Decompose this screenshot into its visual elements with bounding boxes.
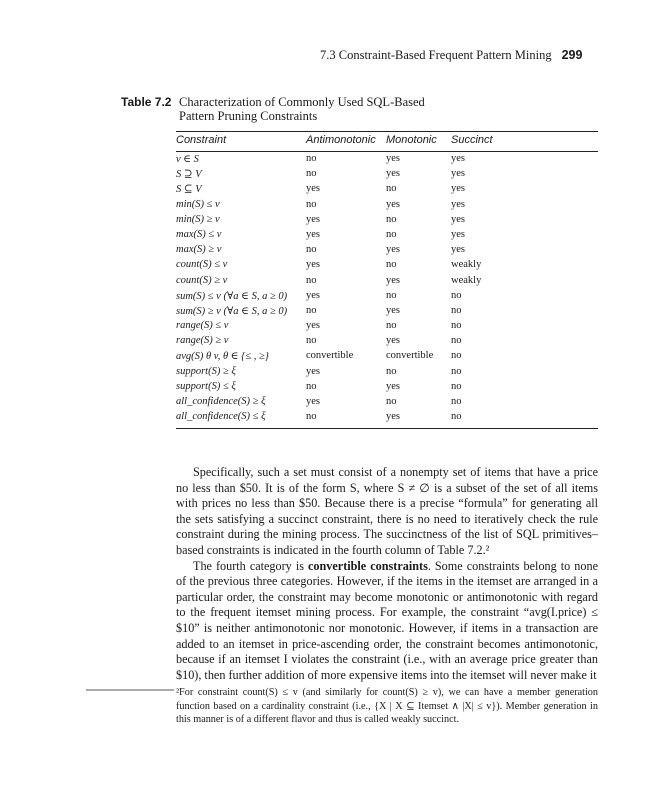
cell-antimonotonic: yes [306,183,320,195]
cell-constraint: sum(S) ≥ v (∀a ∈ S, a ≥ 0) [176,305,288,317]
cell-constraint: all_confidence(S) ≤ ξ [176,411,266,423]
cell-antimonotonic: yes [306,213,320,225]
header-antimonotonic: Antimonotonic [306,134,376,146]
header-constraint: Constraint [176,134,227,146]
table-row [176,259,598,274]
table-row [176,183,598,198]
cell-monotonic: no [386,396,397,407]
cell-succinct: no [451,335,462,347]
running-header [320,48,600,63]
table-row [176,335,598,350]
footnote-text: ²For constraint count(S) ≤ v (and similarly for count(S) ≥ v), we can have a member generation function based on a cardinality constraint (i.e., {X | X ⊆ Itemset ∧ |X| ≤ v}). Member generation in this manner is of a different flavor and thus is called weakly succinct. [176,687,598,725]
cell-antimonotonic: convertible [306,350,354,362]
cell-succinct: yes [451,228,465,240]
body-text [176,465,598,683]
cell-constraint: S ⊇ V [176,169,202,181]
cell-antimonotonic: no [306,198,317,210]
table-row [176,214,598,229]
table-row [176,320,598,335]
table-caption [179,95,439,123]
cell-monotonic: no [386,228,397,240]
table-bottom-rule [176,428,598,429]
cell-succinct: yes [451,153,465,164]
cell-antimonotonic: yes [306,228,320,240]
cell-constraint: avg(S) θ v, θ ∈ {≤ , ≥} [176,351,269,363]
cell-succinct: no [451,365,462,377]
cell-monotonic: yes [386,168,400,180]
cell-monotonic: no [386,365,397,377]
cell-monotonic: no [386,183,397,195]
cell-constraint: support(S) ≥ ξ [176,365,236,377]
cell-succinct: no [451,304,462,316]
cell-antimonotonic: no [306,304,317,316]
header-monotonic: Monotonic [386,134,437,146]
cell-succinct: no [451,320,462,332]
cell-succinct: yes [451,198,465,210]
paragraph-1: Specifically, such a set must consist of a nonempty set of items that have a price no less than $50. It is of the form S, where S ≠ ∅ is a subset of the set of all items with prices no less than $50. Because there is a precise “formula” for generating all the sets satisfying a succinct constraint, there is no need to iteratively check the rule constraint during the mining process. The succinctness of the list of SQL primitives–based constraints is indicated in the fourth column of Table 7.2.² [176,465,598,557]
cell-succinct: yes [451,168,465,180]
cell-succinct: yes [451,183,465,195]
cell-succinct: weakly [451,274,482,286]
table-row [176,168,598,183]
cell-constraint: all_confidence(S) ≥ ξ [176,396,266,407]
table-row [176,396,598,411]
cell-antimonotonic: yes [306,320,320,332]
table-row [176,381,598,396]
cell-succinct: yes [451,244,465,256]
cell-constraint: S ⊆ V [176,184,202,196]
section-title: 7.3 Constraint-Based Frequent Pattern Mining [320,48,552,62]
cell-succinct: yes [451,213,465,225]
cell-antimonotonic: no [306,411,317,423]
cell-constraint: max(S) ≥ v [176,244,222,256]
cell-antimonotonic: no [306,380,317,392]
cell-monotonic: yes [386,274,400,286]
cell-antimonotonic: no [306,153,317,164]
cell-antimonotonic: no [306,335,317,347]
cell-constraint: support(S) ≤ ξ [176,380,236,392]
cell-monotonic: yes [386,335,400,347]
paragraph-2-prefix: The fourth category is [193,558,308,573]
table-row [176,244,598,259]
table-caption-line-1: Characterization of Commonly Used SQL-Based [179,95,425,109]
table-row [176,350,598,365]
cell-monotonic: yes [386,198,400,210]
header-succinct: Succinct [451,134,493,146]
cell-monotonic: yes [386,304,400,316]
cell-succinct: weakly [451,259,482,271]
cell-monotonic: no [386,320,397,332]
table-row [176,366,598,381]
table-row [176,411,598,426]
cell-succinct: no [451,350,462,362]
table-row [176,153,598,168]
table-row [176,305,598,320]
cell-monotonic: yes [386,380,400,392]
cell-monotonic: no [386,259,397,271]
table-row [176,199,598,214]
cell-monotonic: no [386,289,397,301]
cell-constraint: range(S) ≥ v [176,335,229,347]
table-row [176,275,598,290]
cell-constraint: count(S) ≤ v [176,259,228,271]
cell-succinct: no [451,380,462,392]
table-caption-line-2: Pattern Pruning Constraints [179,109,318,123]
cell-succinct: no [451,411,462,423]
cell-constraint: range(S) ≤ v [176,320,229,332]
cell-constraint: min(S) ≥ v [176,213,220,225]
cell-constraint: min(S) ≤ v [176,198,220,210]
cell-antimonotonic: yes [306,396,320,407]
table-label: Table 7.2 [121,95,172,109]
footnote [176,686,598,727]
cell-monotonic: yes [386,411,400,423]
cell-succinct: no [451,396,462,407]
paragraph-2 [176,559,598,684]
paragraph-2-rest: . Some constraints belong to none of the previous three categories. However, if the items in the itemset are arranged in a particular order, the constraint may become monotonic or antimonotonic with regard to the frequent itemset mining process. For example, the constraint “avg(I.price) ≤ $10” is neither antimonotonic nor monotonic. However, if items in a transaction are added to an itemset in price-ascending order, the constraint becomes antimonotonic, because if an itemset I violates the constraint (i.e., with an average price greater than $10), then further addition of more expensive items into the itemset will never make it [176,558,598,682]
table-top-rule [176,131,598,132]
cell-monotonic: no [386,213,397,225]
cell-monotonic: convertible [386,350,434,362]
table-header-rule [176,151,598,152]
table-row [176,229,598,244]
cell-antimonotonic: yes [306,259,320,271]
table-row [176,290,598,305]
footnote-rule [86,689,174,691]
table-body [176,153,598,426]
cell-antimonotonic: no [306,274,317,286]
cell-antimonotonic: no [306,244,317,256]
cell-constraint: sum(S) ≤ v (∀a ∈ S, a ≥ 0) [176,290,288,302]
page-number: 299 [561,48,583,62]
cell-monotonic: yes [386,153,400,164]
cell-constraint: v ∈ S [176,154,199,165]
cell-antimonotonic: yes [306,365,320,377]
cell-antimonotonic: yes [306,289,320,301]
cell-succinct: no [451,289,462,301]
cell-monotonic: yes [386,244,400,256]
cell-constraint: count(S) ≥ v [176,274,228,286]
paragraph-2-term: convertible constraints [308,558,428,573]
cell-antimonotonic: no [306,168,317,180]
cell-constraint: max(S) ≤ v [176,228,222,240]
